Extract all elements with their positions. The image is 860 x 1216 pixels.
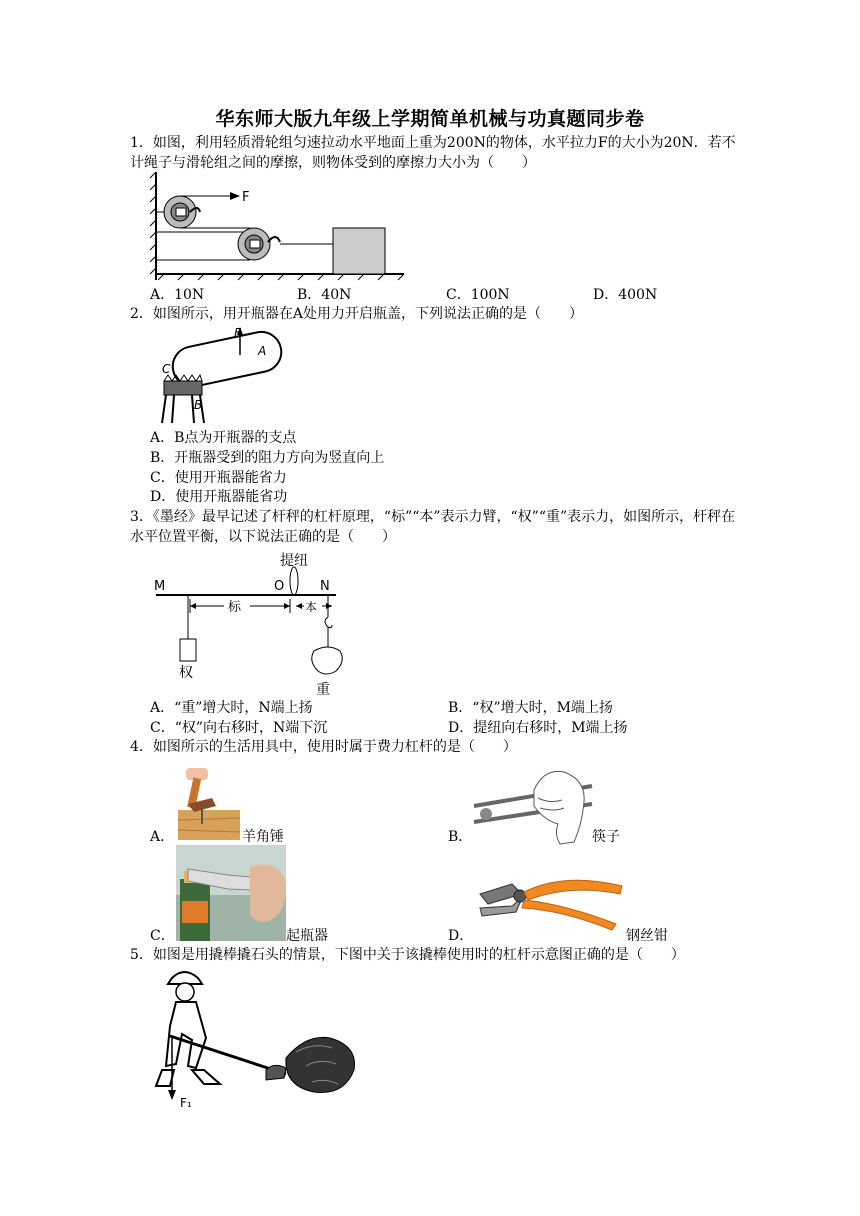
q2-option-b[interactable]: B．开瓶器受到的阻力方向为竖直向上 xyxy=(150,450,385,466)
steelyard-weight-quan-label: 权 xyxy=(179,665,193,681)
q4-option-c-letter[interactable]: C． xyxy=(150,928,175,944)
opener-point-b-label: B xyxy=(194,398,203,412)
q2-option-c[interactable]: C．使用开瓶器能省力 xyxy=(150,470,287,486)
chopsticks-image xyxy=(472,768,596,846)
opener-point-c-label: C xyxy=(162,362,171,376)
q4-option-c-caption: 起瓶器 xyxy=(286,928,328,944)
steelyard-load-zhong-label: 重 xyxy=(316,682,330,697)
q1-option-b[interactable]: B．40N xyxy=(297,287,352,303)
q1-option-a[interactable]: A．10N xyxy=(150,287,205,303)
question-4-stem: 4．如图所示的生活用具中，使用时属于费力杠杆的是（ ） xyxy=(130,739,517,755)
steelyard-n-label: N xyxy=(320,579,330,594)
steelyard-o-label: O xyxy=(274,579,285,594)
q4-option-b-letter[interactable]: B． xyxy=(448,829,473,845)
hammer-image xyxy=(178,764,240,840)
bottle-opener-image xyxy=(176,845,286,941)
steelyard-arm-ben-label: 本 xyxy=(305,600,318,614)
q2-option-d[interactable]: D．使用开瓶器能省功 xyxy=(150,489,288,505)
q3-option-d[interactable]: D．提纽向右移时，M端上扬 xyxy=(448,720,628,736)
q1-option-d[interactable]: D．400N xyxy=(593,287,658,303)
q4-option-d-letter[interactable]: D． xyxy=(448,928,474,944)
question-2-bottle-opener-figure xyxy=(158,325,283,425)
question-3-steelyard-figure xyxy=(150,547,350,697)
steelyard-m-label: M xyxy=(154,579,166,594)
opener-force-label: F xyxy=(234,326,241,340)
question-5-stem: 5．如图是用撬棒撬石头的情景，下图中关于该撬棒使用时的杠杆示意图正确的是（ ） xyxy=(130,947,685,963)
opener-point-a-label: A xyxy=(258,344,267,358)
steelyard-handle-label: 提纽 xyxy=(280,553,308,569)
question-1-pulley-figure xyxy=(150,170,408,284)
q3-option-a[interactable]: A．“重”增大时，N端上扬 xyxy=(150,700,313,716)
question-1-stem: 1．如图，利用轻质滑轮组匀速拉动水平地面上重为200N的物体，水平拉力F的大小为20N．若不计绳子与滑轮组之间的摩擦，则物体受到的摩擦力大小为（ ） xyxy=(130,135,736,171)
q3-option-c[interactable]: C．“权”向右移时，N端下沉 xyxy=(150,720,328,736)
pliers-image xyxy=(476,872,626,932)
q4-option-b-caption: 筷子 xyxy=(592,829,620,845)
q1-option-c[interactable]: C．100N xyxy=(446,287,510,303)
crowbar-force-label: F₁ xyxy=(180,1096,192,1110)
q4-option-a-letter[interactable]: A． xyxy=(150,829,175,845)
page-title: 华东师大版九年级上学期简单机械与功真题同步卷 xyxy=(215,108,645,130)
steelyard-arm-biao-label: 标 xyxy=(228,600,242,615)
question-3-stem: 3．《墨经》最早记述了杆秤的杠杆原理，“标”“本”表示力臂，“权”“重”表示力，如图所示，杆秤在水平位置平衡，以下说法正确的是（ ） xyxy=(130,509,736,545)
pulley-force-label: F xyxy=(242,190,250,205)
q2-option-a[interactable]: A．B点为开瓶器的支点 xyxy=(150,430,297,446)
q4-option-a-caption: 羊角锤 xyxy=(242,829,284,845)
question-2-stem: 2．如图所示，用开瓶器在A处用力开启瓶盖，下列说法正确的是（ ） xyxy=(130,306,584,322)
question-5-crowbar-figure xyxy=(146,966,360,1110)
q3-option-b[interactable]: B．“权”增大时，M端上扬 xyxy=(448,700,613,716)
q4-option-d-caption: 钢丝钳 xyxy=(626,928,668,944)
